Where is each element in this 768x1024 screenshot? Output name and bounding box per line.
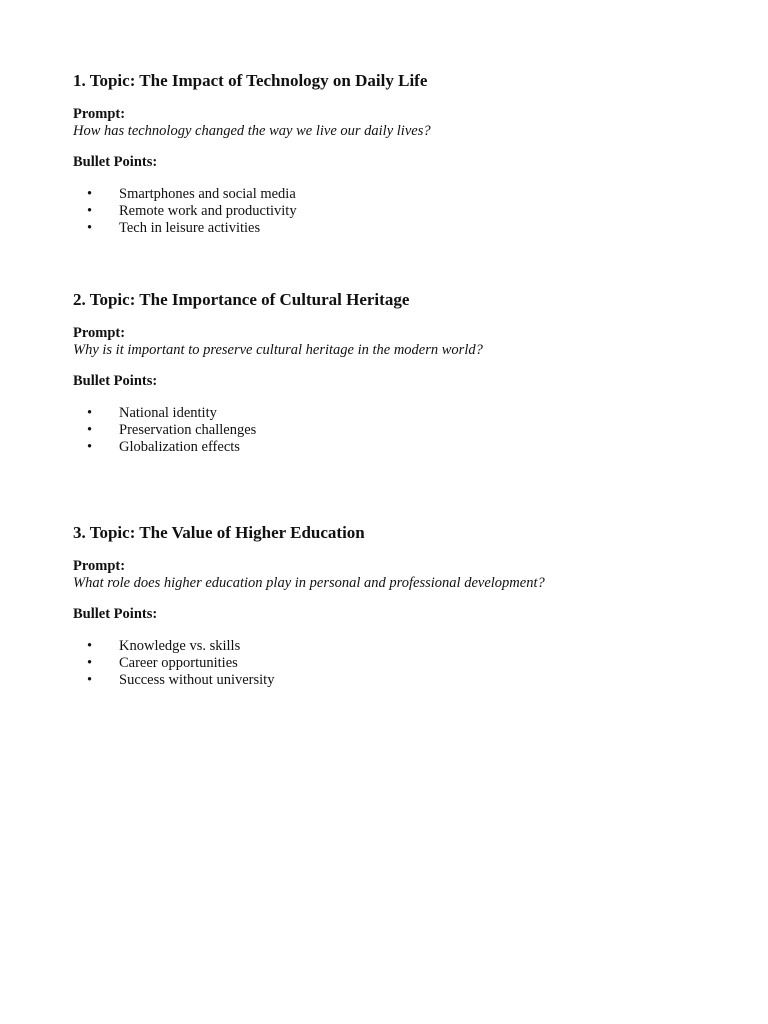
bullet-points-label: Bullet Points: [73,373,158,389]
bullet-icon: • [87,439,93,455]
bullet-icon: • [87,672,93,688]
prompt-text: Why is it important to preserve cultural heritage in the modern world? [73,342,483,358]
list-item [73,422,733,439]
bullet-text: Remote work and productivity [119,203,297,219]
prompt-label: Prompt: [73,325,126,341]
bullet-icon: • [87,422,93,438]
bullet-text: Tech in leisure activities [119,220,261,236]
bullet-list [73,405,733,456]
prompt-label: Prompt: [73,106,126,122]
bullet-icon: • [87,405,93,421]
list-item [73,439,733,456]
list-item [73,655,733,672]
list-item [73,672,733,689]
bullet-text: Career opportunities [119,655,238,671]
bullet-list [73,186,733,237]
topic-section-3 [73,522,733,689]
topic-section-1 [73,70,733,237]
bullet-list [73,638,733,689]
list-item [73,638,733,655]
bullet-text: Globalization effects [119,439,240,455]
list-item [73,203,733,220]
topic-section-2 [73,289,733,456]
bullet-text: Success without university [119,672,275,688]
bullet-text: Knowledge vs. skills [119,638,241,654]
topic-title: 2. Topic: The Importance of Cultural Heritage [73,290,410,309]
bullet-icon: • [87,655,93,671]
bullet-icon: • [87,186,93,202]
bullet-text: Preservation challenges [119,422,257,438]
prompt-text: How has technology changed the way we live our daily lives? [73,123,431,139]
topic-title: 1. Topic: The Impact of Technology on Daily Life [73,71,428,90]
bullet-points-label: Bullet Points: [73,154,158,170]
bullet-points-label: Bullet Points: [73,606,158,622]
bullet-icon: • [87,638,93,654]
bullet-icon: • [87,220,93,236]
prompt-text: What role does higher education play in personal and professional development? [73,575,545,591]
bullet-text: National identity [119,405,217,421]
prompt-label: Prompt: [73,558,126,574]
bullet-text: Smartphones and social media [119,186,296,202]
list-item [73,186,733,203]
list-item [73,405,733,422]
bullet-icon: • [87,203,93,219]
list-item [73,220,733,237]
topic-title: 3. Topic: The Value of Higher Education [73,523,365,542]
